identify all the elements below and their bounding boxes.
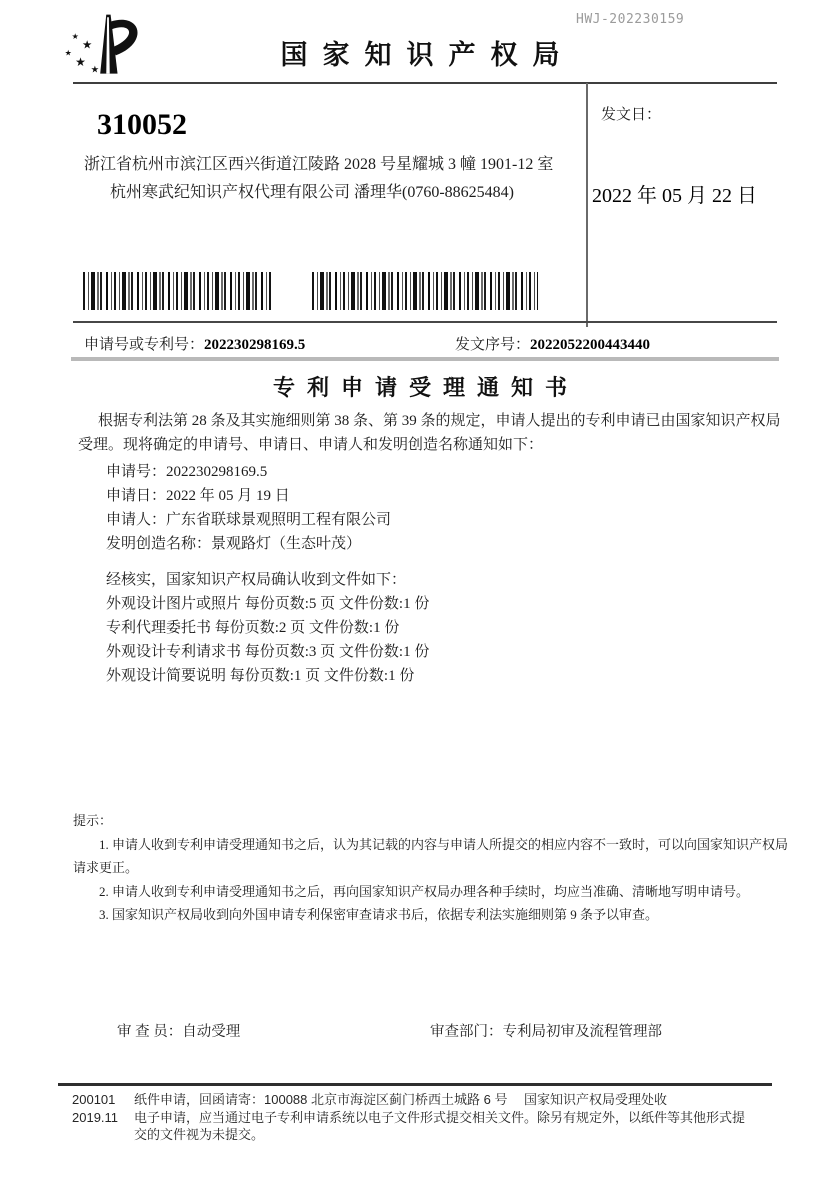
field-applicant: 申请人：广东省联球景观照明工程有限公司 bbox=[106, 512, 392, 528]
received-document-item: 外观设计图片或照片 每份页数:5 页 文件份数:1 份 bbox=[106, 596, 430, 612]
footer-divider bbox=[58, 1083, 772, 1086]
review-department bbox=[430, 1020, 662, 1041]
received-document-item: 外观设计简要说明 每份页数:1 页 文件份数:1 份 bbox=[106, 668, 415, 684]
application-fields bbox=[106, 460, 784, 556]
footer-notes bbox=[72, 1091, 772, 1144]
received-documents-intro: 经核实，国家知识产权局确认收到文件如下： bbox=[106, 572, 407, 588]
dispatch-box-divider bbox=[586, 83, 588, 327]
application-number-value: 202230298169.5 bbox=[204, 337, 306, 353]
svg-text:★: ★ bbox=[75, 54, 86, 69]
serial-number bbox=[455, 333, 650, 354]
tip-item: 1. 申请人收到专利申请受理通知书之后，认为其记载的内容与申请人所提交的相应内容不一致时，可以向国家知识产权局请求更正。 bbox=[73, 836, 789, 875]
tip-item: 2. 申请人收到专利申请受理通知书之后，再向国家知识产权局办理各种手续时，均应当准确、清晰地写明申请号。 bbox=[99, 883, 750, 899]
field-application-date: 申请日：2022 年 05 月 19 日 bbox=[106, 488, 290, 504]
header-divider bbox=[73, 82, 777, 84]
review-department-value: 专利局初审及流程管理部 bbox=[502, 1024, 662, 1040]
field-application-number: 申请号：202230298169.5 bbox=[106, 464, 268, 480]
dispatch-date-label: 发文日： bbox=[601, 107, 662, 123]
svg-text:★: ★ bbox=[64, 48, 72, 58]
footer-note-efiling: 电子申请，应当通过电子专利申请系统以电子文件形式提交相关文件。除另有规定外，以纸件等其他形式提交的文件视为未提交。 bbox=[134, 1109, 746, 1142]
tips-section bbox=[73, 809, 793, 927]
barcode-divider bbox=[73, 321, 777, 323]
application-number-label: 申请号或专利号： bbox=[84, 337, 205, 353]
recipient-agent-line: 杭州寒武纪知识产权代理有限公司 潘理华(0760-88625484) bbox=[110, 184, 514, 201]
svg-text:★: ★ bbox=[71, 31, 79, 41]
examiner bbox=[117, 1020, 240, 1041]
footer-note-paper: 纸件申请，回函请寄：100088 北京市海淀区蓟门桥西土城路 6 号 国家知识产权局受理处收 bbox=[134, 1092, 668, 1107]
review-department-label: 审查部门： bbox=[430, 1024, 503, 1040]
examiner-label: 审 查 员： bbox=[117, 1024, 183, 1040]
field-invention-name: 发明创造名称：景观路灯（生态叶茂） bbox=[106, 536, 362, 552]
application-number bbox=[84, 333, 305, 354]
document-ref-number: HWJ-202230159 bbox=[576, 12, 685, 27]
notice-body bbox=[78, 410, 784, 688]
footer-form-version: 2019.11 bbox=[72, 1109, 119, 1125]
tip-item: 3. 国家知识产权局收到向外国申请专利保密审查请求书后，依据专利法实施细则第 9 条予以审查。 bbox=[99, 907, 659, 922]
serial-number-label: 发文序号： bbox=[455, 337, 531, 353]
recipient-postcode: 310052 bbox=[97, 108, 187, 141]
dispatch-date-value: 2022 年 05 月 22 日 bbox=[592, 185, 757, 207]
examiner-value: 自动受理 bbox=[182, 1024, 241, 1040]
svg-text:★: ★ bbox=[82, 39, 93, 52]
svg-text:★: ★ bbox=[90, 65, 100, 76]
notice-title: 专利申请受理通知书 bbox=[272, 375, 579, 400]
application-number-barcode bbox=[83, 272, 273, 310]
section-divider bbox=[71, 357, 779, 361]
footer-form-code: 200101 bbox=[72, 1092, 116, 1107]
received-document-item: 专利代理委托书 每份页数:2 页 文件份数:1 份 bbox=[106, 620, 400, 636]
serial-number-value: 2022052200443440 bbox=[530, 337, 651, 353]
received-documents-list bbox=[106, 592, 784, 688]
recipient-address: 浙江省杭州市滨江区西兴街道江陵路 2028 号星耀城 3 幢 1901-12 室 bbox=[84, 156, 554, 173]
authority-title: 国家知识产权局 bbox=[280, 40, 575, 70]
serial-number-barcode bbox=[312, 272, 538, 310]
received-document-item: 外观设计专利请求书 每份页数:3 页 文件份数:1 份 bbox=[106, 644, 430, 660]
notice-intro-paragraph: 根据专利法第 28 条及其实施细则第 38 条、第 39 条的规定，申请人提出的专利申请已由国家知识产权局受理。现将确定的申请号、申请日、申请人和发明创造名称通知如下： bbox=[78, 413, 781, 453]
tips-label: 提示： bbox=[73, 813, 113, 828]
